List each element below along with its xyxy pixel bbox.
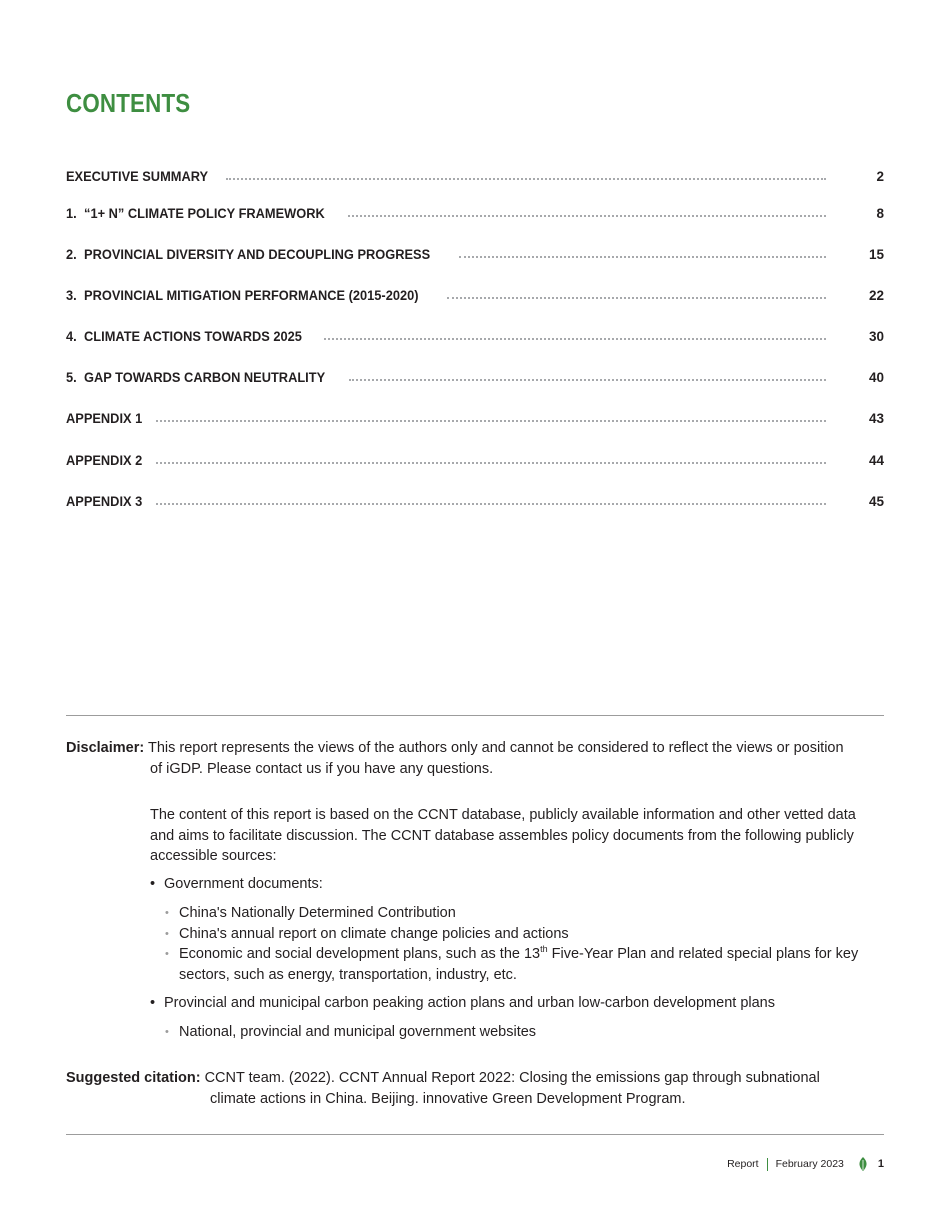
list-item [150, 874, 884, 895]
bullet-icon: • [165, 907, 169, 919]
page-title: CONTENTS [66, 88, 191, 118]
toc-entry-number: 3. [66, 288, 77, 303]
bullet-icon: • [150, 995, 156, 1011]
toc-entry-mitigation-performance[interactable] [66, 283, 884, 303]
bullet-icon: • [165, 928, 169, 940]
dot-leader [156, 503, 826, 505]
toc-entry-number: 2. [66, 247, 77, 262]
toc-page-number: 15 [868, 247, 884, 262]
citation-line-2: climate actions in China. Beijing. innovative Green Development Program. [210, 1091, 686, 1107]
toc-page-number: 45 [868, 494, 884, 509]
list-item-text: China's annual report on climate change policies and actions [179, 926, 569, 942]
footer-separator [767, 1158, 768, 1171]
toc-entry-number: 5. [66, 370, 77, 385]
list-item-text: Economic and social development plans, such as the 13th Five-Year Plan and related special plans for key sectors, such as energy, transportation, industry, etc. [179, 944, 859, 983]
disclaimer-content-paragraph: The content of this report is based on the CCNT database, publicly available information and other vetted data and aims to facilitate discussion. The CCNT database assembles policy documents from the following publicly accessible sources: [150, 807, 856, 864]
toc-page-number: 40 [868, 370, 884, 385]
disclaimer-line-2: of iGDP. Please contact us if you have any questions. [150, 761, 494, 777]
toc-entry-label: APPENDIX 1 [66, 411, 143, 426]
page-footer [727, 1156, 884, 1172]
bullet-icon: • [150, 876, 156, 892]
leaf-icon [858, 1157, 868, 1171]
citation-label: Suggested citation: [66, 1070, 201, 1086]
list-item [150, 993, 884, 1014]
footer-doc-type: Report [727, 1158, 759, 1170]
toc-entry-label: APPENDIX 2 [66, 453, 143, 468]
divider-top [66, 715, 884, 716]
toc-entry-climate-actions[interactable] [66, 324, 884, 344]
toc-entry-label: GAP TOWARDS CARBON NEUTRALITY [84, 370, 326, 385]
dot-leader [226, 178, 826, 180]
toc-entry-appendix-1[interactable] [66, 406, 884, 426]
disclaimer-line-1 [66, 738, 896, 759]
toc-page-number: 30 [868, 329, 884, 344]
dot-leader [156, 462, 826, 464]
toc-entry-carbon-neutrality[interactable] [66, 365, 884, 385]
toc-page-number: 43 [868, 411, 884, 426]
footer-page-number: 1 [877, 1158, 884, 1170]
toc-page-number: 2 [876, 169, 884, 184]
toc-entry-appendix-2[interactable] [66, 448, 884, 468]
toc-entry-label: EXECUTIVE SUMMARY [66, 169, 209, 184]
dot-leader [324, 338, 826, 340]
toc-entry-number: 4. [66, 329, 77, 344]
citation-line-1 [66, 1068, 896, 1089]
toc-entry-provincial-diversity[interactable] [66, 242, 884, 262]
sub-list-item [165, 1022, 884, 1043]
dot-leader [447, 297, 826, 299]
list-item-text: National, provincial and municipal government websites [179, 1024, 537, 1040]
toc-entry-label: PROVINCIAL DIVERSITY AND DECOUPLING PROGRESS [84, 247, 431, 262]
disclaimer-label: Disclaimer: [66, 740, 145, 756]
sub-list-item [165, 903, 884, 924]
toc-entry-label: PROVINCIAL MITIGATION PERFORMANCE (2015-2020) [84, 288, 419, 303]
toc-page-number: 8 [876, 206, 884, 221]
toc-entry-policy-framework[interactable] [66, 201, 884, 221]
sub-list-item [165, 924, 884, 945]
list-item-text: Provincial and municipal carbon peaking action plans and urban low-carbon development plans [164, 995, 775, 1011]
dot-leader [348, 215, 826, 217]
dot-leader [156, 420, 826, 422]
toc-page-number: 22 [868, 288, 884, 303]
toc-entry-executive-summary[interactable] [66, 164, 884, 184]
toc-page-number: 44 [868, 453, 884, 468]
bullet-icon: • [165, 1026, 169, 1038]
sub-list-item [165, 944, 884, 985]
dot-leader [459, 256, 826, 258]
disclaimer-text: This report represents the views of the authors only and cannot be considered to reflect the views or position [147, 740, 844, 756]
footer-date: February 2023 [775, 1158, 844, 1170]
toc-entry-label: “1+ N” CLIMATE POLICY FRAMEWORK [84, 206, 325, 221]
bullet-icon: • [165, 948, 169, 960]
toc-entry-appendix-3[interactable] [66, 489, 884, 509]
toc-entry-label: CLIMATE ACTIONS TOWARDS 2025 [84, 329, 302, 344]
list-item-text: China's Nationally Determined Contribution [179, 905, 456, 921]
citation-text: CCNT team. (2022). CCNT Annual Report 2022: Closing the emissions gap through subnational [204, 1070, 820, 1086]
divider-bottom [66, 1134, 884, 1135]
toc-entry-label: APPENDIX 3 [66, 494, 143, 509]
list-item-text: Government documents: [164, 876, 323, 892]
toc-entry-number: 1. [66, 206, 77, 221]
dot-leader [349, 379, 826, 381]
